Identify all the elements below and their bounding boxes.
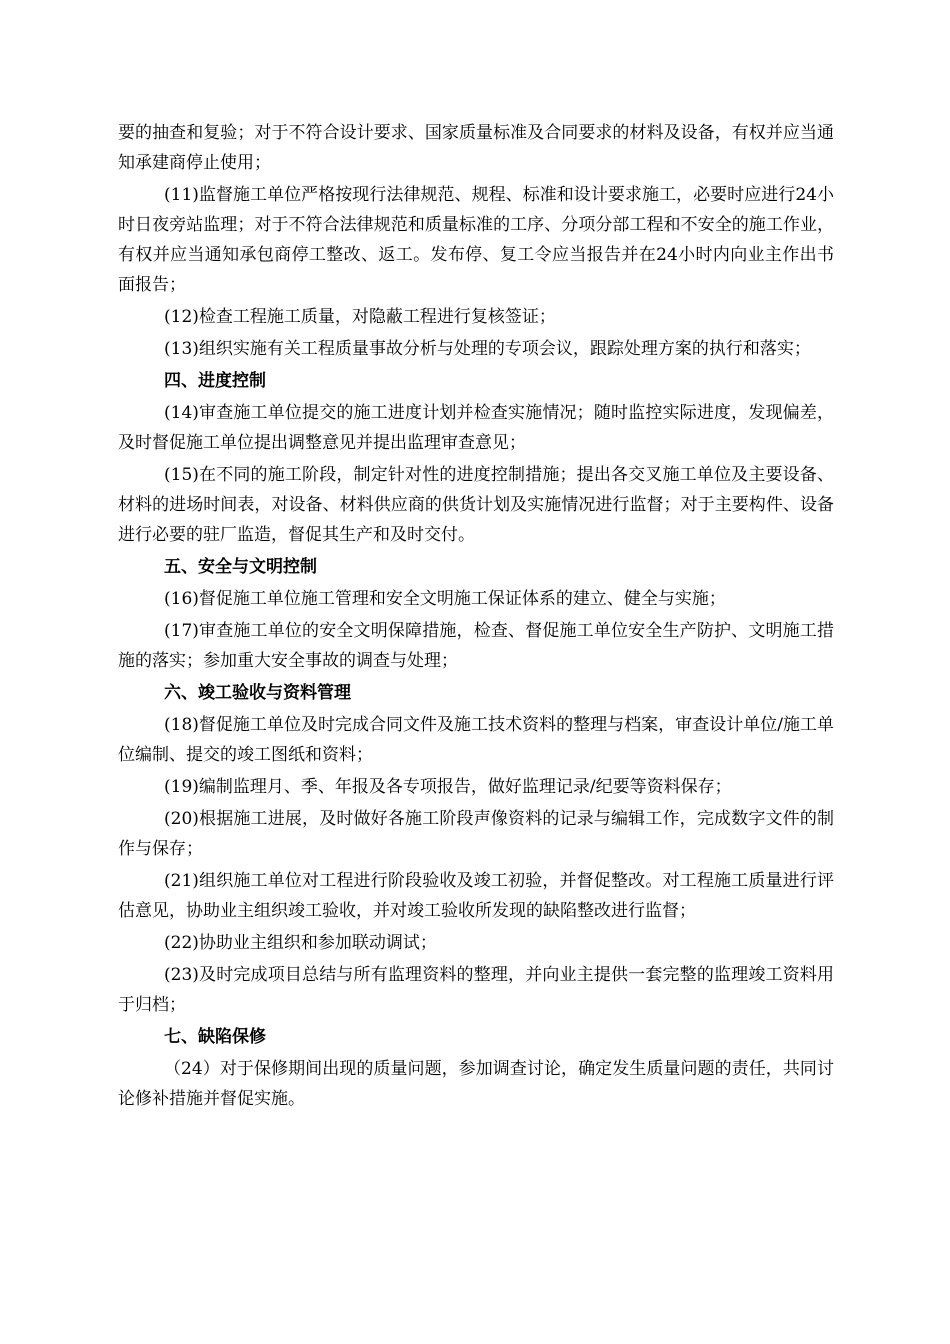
paragraph-item-22: (22)协助业主组织和参加联动调试； [164,933,437,953]
paragraph-item-11: (11)监督施工单位严格按现行法律规范、规程、标准和设计要求施工，必要时应进行24小时日夜旁站监理；对于不符合法律规范和质量标准的工序、分项分部工程和不安全的施工作业，有权并应当通知承包商停工整改、返工。发布停、复工令应当报告并在24小时内向业主作出书面报告； [118,185,834,295]
paragraph-item-19: (19)编制监理月、季、年报及各专项报告，做好监理记录/纪要等资料保存； [164,777,732,797]
paragraph-item-20: (20)根据施工进展，及时做好各施工阶段声像资料的记录与编辑工作，完成数字文件的制作与保存； [118,809,834,859]
paragraph-item-24: （24）对于保修期间出现的质量问题，参加调查讨论，确定发生质量问题的责任，共同讨论修补措施并督促实施。 [118,1059,834,1109]
paragraph-item-14: (14)审查施工单位提交的施工进度计划并检查实施情况；随时监控实际进度，发现偏差，及时督促施工单位提出调整意见并提出监理审查意见； [118,403,834,453]
paragraph-item-13: (13)组织实施有关工程质量事故分析与处理的专项会议，跟踪处理方案的执行和落实； [164,339,811,359]
paragraph-item-18: (18)督促施工单位及时完成合同文件及施工技术资料的整理与档案，审查设计单位/施工单位编制、提交的竣工图纸和资料； [118,715,834,765]
section-heading-safety-control: 五、安全与文明控制 [164,557,317,577]
section-heading-progress-control: 四、进度控制 [164,371,266,391]
section-heading-defect-warranty: 七、缺陷保修 [164,1027,266,1047]
paragraph-item-21: (21)组织施工单位对工程进行阶段验收及竣工初验，并督促整改。对工程施工质量进行评估意见，协助业主组织竣工验收，并对竣工验收所发现的缺陷整改进行监督； [118,871,834,921]
paragraph-item-23: (23)及时完成项目总结与所有监理资料的整理，并向业主提供一套完整的监理竣工资料用于归档； [118,965,834,1015]
paragraph-material-check: 要的抽查和复验；对于不符合设计要求、国家质量标准及合同要求的材料及设备，有权并应当通知承建商停止使用； [118,123,834,173]
paragraph-item-17: (17)审查施工单位的安全文明保障措施，检查、督促施工单位安全生产防护、文明施工措施的落实；参加重大安全事故的调查与处理； [118,621,834,671]
section-heading-completion-acceptance: 六、竣工验收与资料管理 [164,683,351,703]
paragraph-item-12: (12)检查工程施工质量，对隐蔽工程进行复核签证； [164,307,556,327]
paragraph-item-15: (15)在不同的施工阶段，制定针对性的进度控制措施；提出各交叉施工单位及主要设备、材料的进场时间表，对设备、材料供应商的供货计划及实施情况进行监督；对于主要构件、设备进行必要的驻厂监造，督促其生产和及时交付。 [118,465,834,545]
paragraph-item-16: (16)督促施工单位施工管理和安全文明施工保证体系的建立、健全与实施； [164,589,726,609]
document-page [118,118,834,1116]
